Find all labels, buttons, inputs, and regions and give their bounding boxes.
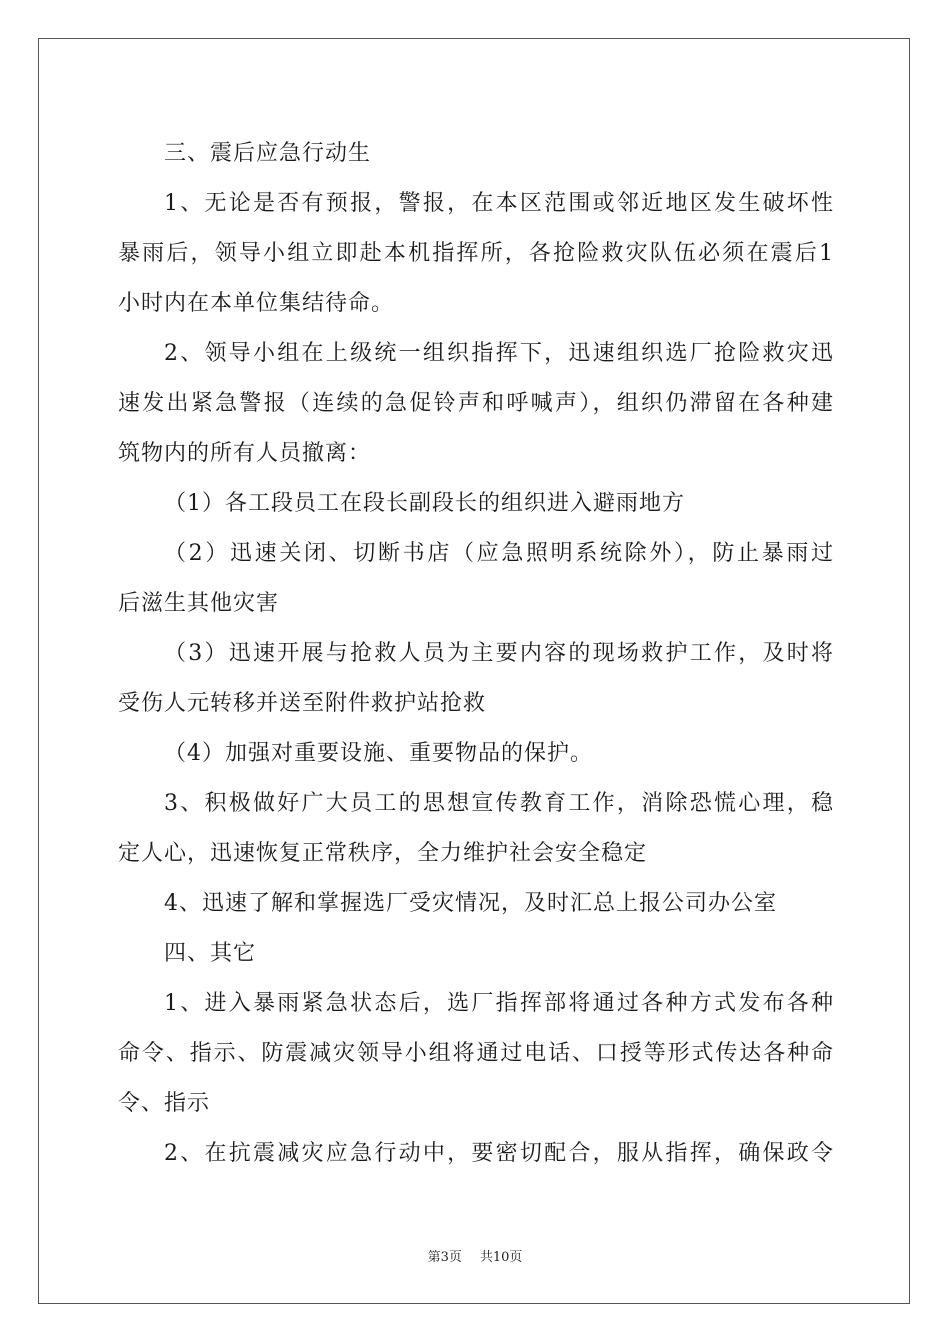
- list-item: （4）加强对重要设施、重要物品的保护。: [164, 741, 593, 766]
- page-number: 第3页: [427, 1250, 462, 1265]
- paragraph-line: 速发出紧急警报（连续的急促铃声和呼喊声），组织仍滞留在各种建: [118, 391, 834, 416]
- paragraph-line: 1、无论是否有预报，警报，在本区范围或邻近地区发生破坏性: [164, 191, 834, 216]
- paragraph-line: 小时内在本单位集结待命。: [118, 291, 395, 316]
- paragraph-line: 令、指示: [118, 1091, 211, 1116]
- list-item: （1）各工段员工在段长副段长的组织进入避雨地方: [164, 491, 685, 516]
- paragraph-line: 定人心，迅速恢复正常秩序，全力维护社会安全稳定: [118, 841, 648, 866]
- paragraph-line: 1、进入暴雨紧急状态后，选厂指挥部将通过各种方式发布各种: [164, 991, 834, 1016]
- page-total: 共10页: [479, 1250, 523, 1265]
- list-item: （3）迅速开展与抢救人员为主要内容的现场救护工作，及时将: [164, 641, 834, 666]
- section-heading-4: 四、其它: [164, 941, 257, 966]
- paragraph-line: 后滋生其他灾害: [118, 591, 280, 616]
- paragraph-line: 暴雨后，领导小组立即赴本机指挥所，各抢险救灾队伍必须在震后1: [118, 241, 834, 266]
- paragraph-line: 2、领导小组在上级统一组织指挥下，迅速组织选厂抢险救灾迅: [164, 341, 834, 366]
- paragraph-line: 命令、指示、防震减灾领导小组将通过电话、口授等形式传达各种命: [118, 1041, 834, 1066]
- paragraph-line: 筑物内的所有人员撤离：: [118, 441, 372, 466]
- paragraph-line: 3、积极做好广大员工的思想宣传教育工作，消除恐慌心理，稳: [164, 791, 834, 816]
- page-footer: [0, 1246, 950, 1265]
- section-heading-3: 三、震后应急行动生: [164, 141, 372, 166]
- list-item: （2）迅速关闭、切断书店（应急照明系统除外），防止暴雨过: [164, 541, 834, 566]
- document-body: [118, 129, 834, 1179]
- paragraph-line: 受伤人元转移并送至附件救护站抢救: [118, 691, 487, 716]
- paragraph-line: 2、在抗震减灾应急行动中，要密切配合，服从指挥，确保政令: [164, 1141, 834, 1166]
- paragraph-line: 4、迅速了解和掌握选厂受灾情况，及时汇总上报公司办公室: [164, 891, 777, 916]
